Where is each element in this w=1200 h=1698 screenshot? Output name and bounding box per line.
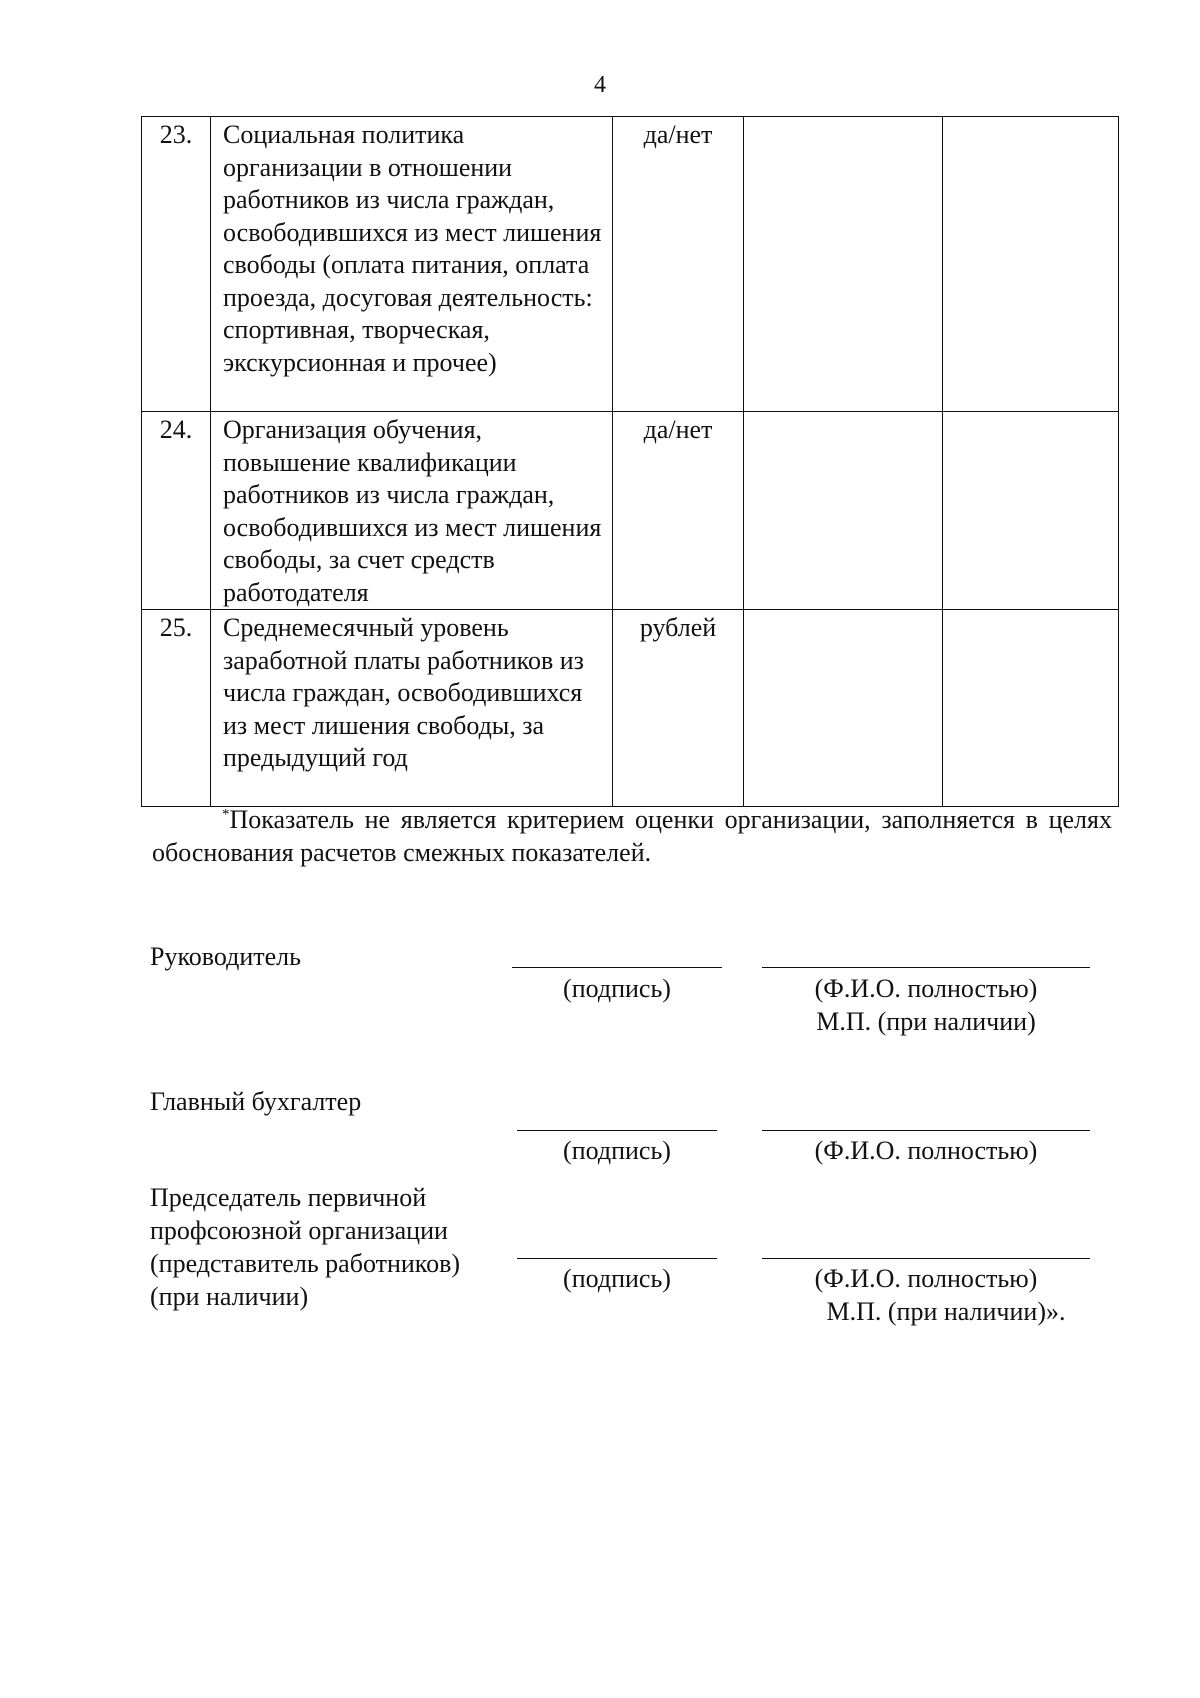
unit-cell: да/нет [613,117,744,412]
name-caption: (Ф.И.О. полностью) [814,1136,1038,1165]
value-cell[interactable] [943,610,1119,807]
footnote [152,803,1112,869]
name-line[interactable] [762,1130,1090,1131]
unit-cell: рублей [613,610,744,807]
indicator-name: Социальная политика организации в отношении работников из числа граждан, освободившихся из мест лишения свободы (оплата питания, оплата проезда, досуговая деятельность: спортивная, творческая, экскурсионная и прочее) [211,117,613,412]
indicators-table [141,116,1119,807]
name-caption: (Ф.И.О. полностью) [814,974,1038,1003]
page-number: 4 [594,72,606,98]
table-row [142,610,1119,807]
stamp-caption: М.П. (при наличии)». [826,1297,1066,1326]
signature-caption: (подпись) [563,1136,671,1165]
footnote-text: Показатель не является критерием оценки организации, заполняется в целях обоснования расчетов смежных показателей. [152,805,1112,867]
row-number: 24. [142,412,211,610]
name-line[interactable] [762,967,1090,968]
signatory-label-accountant: Главный бухгалтер [150,1087,362,1116]
unit-cell: да/нет [613,412,744,610]
row-number: 23. [142,117,211,412]
signature-caption: (подпись) [563,1264,671,1293]
stamp-caption: М.П. (при наличии) [816,1007,1036,1036]
signature-line[interactable] [517,1258,717,1259]
value-cell[interactable] [744,610,943,807]
signature-line[interactable] [512,967,722,968]
value-cell[interactable] [943,412,1119,610]
signature-line[interactable] [517,1130,717,1131]
value-cell[interactable] [744,412,943,610]
value-cell[interactable] [744,117,943,412]
row-number: 25. [142,610,211,807]
footnote-marker: * [222,806,230,823]
value-cell[interactable] [943,117,1119,412]
signatory-label-director: Руководитель [150,942,301,971]
indicator-name: Среднемесячный уровень заработной платы работников из числа граждан, освободившихся из мест лишения свободы, за предыдущий год [211,610,613,807]
signature-caption: (подпись) [563,974,671,1003]
table-row [142,117,1119,412]
signatory-label-union-chair: Председатель первичной профсоюзной организации (представитель работников) (при наличии) [150,1183,461,1311]
table-row [142,412,1119,610]
indicator-name: Организация обучения, повышение квалификации работников из числа граждан, освободившихся из мест лишения свободы, за счет средств работодателя [211,412,613,610]
name-caption: (Ф.И.О. полностью) [814,1264,1038,1293]
name-line[interactable] [762,1258,1090,1259]
